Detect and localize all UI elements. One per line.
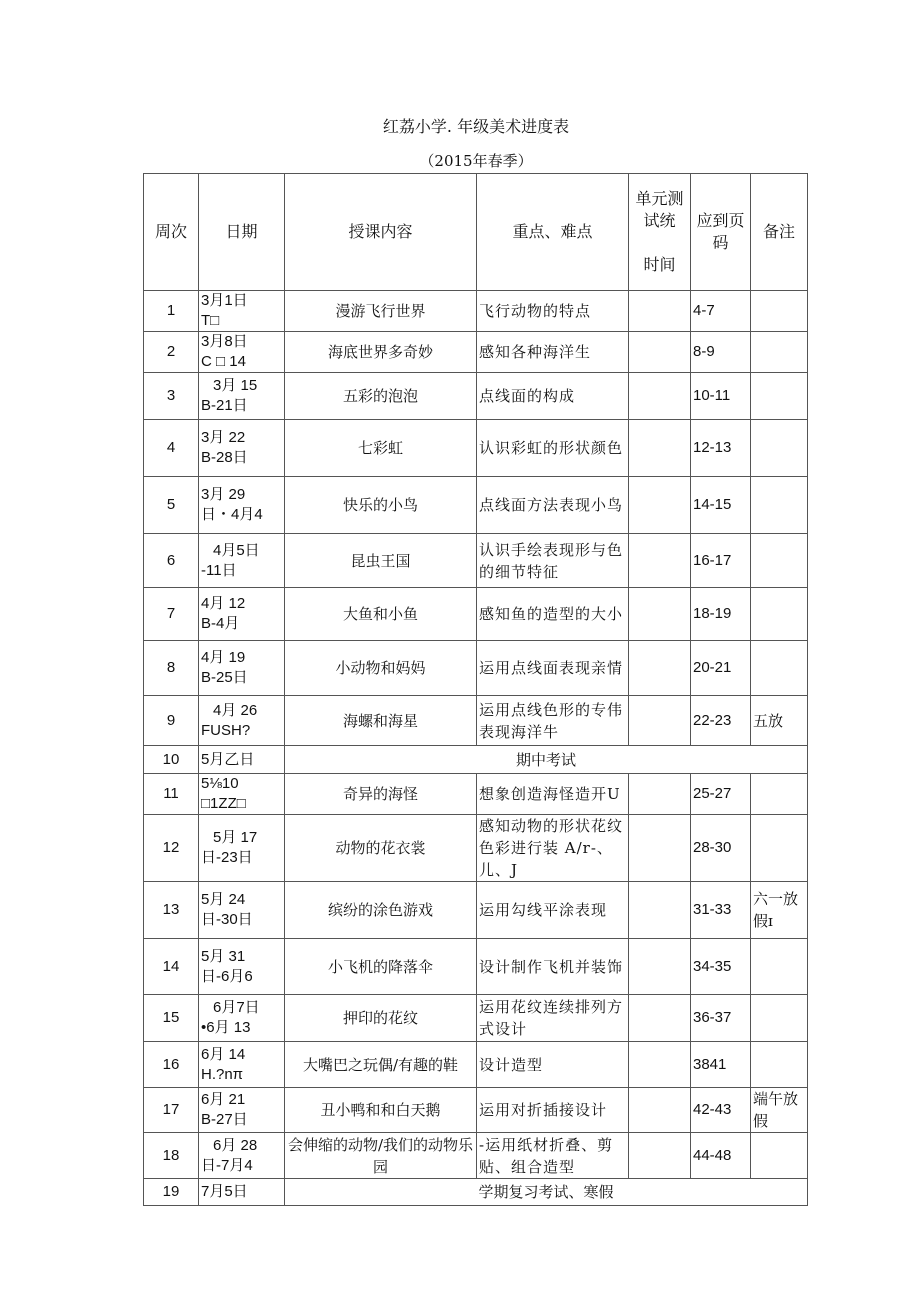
date-start: 4月 12 bbox=[201, 595, 246, 612]
test-cell bbox=[629, 534, 691, 588]
event-cell: 期中考试 bbox=[285, 746, 808, 774]
week-cell: 10 bbox=[144, 746, 199, 774]
key-points-cell: 认识手绘表现形与色的细节特征 bbox=[477, 534, 629, 588]
page-title: 红荔小学. 年级美术进度表 bbox=[382, 117, 570, 136]
week-cell: 3 bbox=[144, 373, 199, 420]
header-content: 授课内容 bbox=[285, 174, 477, 291]
table-row bbox=[144, 534, 808, 588]
week-cell: 12 bbox=[144, 815, 199, 882]
header-row bbox=[144, 174, 808, 291]
test-cell bbox=[629, 373, 691, 420]
table-row bbox=[144, 420, 808, 477]
pages-cell: 22-23 bbox=[691, 696, 751, 746]
note-cell bbox=[751, 332, 808, 373]
key-points-cell: 感知各种海洋生 bbox=[477, 332, 629, 373]
note-cell bbox=[751, 815, 808, 882]
test-cell bbox=[629, 291, 691, 332]
date-start: 3月1日 bbox=[201, 292, 248, 309]
note-cell: 六一放假ɪ bbox=[751, 882, 808, 939]
pages-cell: 20-21 bbox=[691, 641, 751, 696]
table-row bbox=[144, 332, 808, 373]
header-test: 单元测试统 时间 bbox=[629, 174, 691, 291]
date-cell bbox=[199, 291, 285, 332]
note-cell bbox=[751, 995, 808, 1042]
date-end: □1ZZ□ bbox=[201, 795, 246, 812]
date-cell bbox=[199, 815, 285, 882]
header-pages: 应到页码 bbox=[691, 174, 751, 291]
test-cell bbox=[629, 1042, 691, 1088]
note-cell bbox=[751, 1042, 808, 1088]
note-cell bbox=[751, 939, 808, 995]
week-cell: 17 bbox=[144, 1088, 199, 1133]
page-subtitle: （2015年春季） bbox=[419, 152, 533, 170]
date-end: B-4月 bbox=[201, 615, 240, 632]
test-cell bbox=[629, 995, 691, 1042]
date-start: 3月 15 bbox=[213, 377, 258, 394]
date-start: 4月 26 bbox=[213, 701, 258, 719]
content-cell: 小飞机的降落伞 bbox=[285, 939, 477, 995]
pages-cell: 31-33 bbox=[691, 882, 751, 939]
pages-cell: 3841 bbox=[691, 1042, 751, 1088]
key-points-cell: 想象创造海怪造开U bbox=[477, 774, 629, 815]
date-cell bbox=[199, 588, 285, 641]
pages-cell: 36-37 bbox=[691, 995, 751, 1042]
date-start: 3月8日 bbox=[201, 333, 248, 350]
test-cell bbox=[629, 588, 691, 641]
date-start: 4月 19 bbox=[201, 649, 246, 666]
date-end: 日-7月4 bbox=[201, 1156, 253, 1174]
note-cell bbox=[751, 534, 808, 588]
table-row bbox=[144, 588, 808, 641]
week-cell: 19 bbox=[144, 1179, 199, 1206]
week-cell: 7 bbox=[144, 588, 199, 641]
table-row bbox=[144, 291, 808, 332]
header-key: 重点、难点 bbox=[477, 174, 629, 291]
week-cell: 18 bbox=[144, 1133, 199, 1179]
date-cell bbox=[199, 1042, 285, 1088]
content-cell: 快乐的小鸟 bbox=[285, 477, 477, 534]
note-cell: 五放 bbox=[751, 696, 808, 746]
pages-cell: 10-11 bbox=[691, 373, 751, 420]
date-cell bbox=[199, 1133, 285, 1179]
table-row bbox=[144, 995, 808, 1042]
content-cell: 小动物和妈妈 bbox=[285, 641, 477, 696]
note-cell bbox=[751, 291, 808, 332]
test-cell bbox=[629, 774, 691, 815]
pages-cell: 34-35 bbox=[691, 939, 751, 995]
week-cell: 8 bbox=[144, 641, 199, 696]
week-cell: 4 bbox=[144, 420, 199, 477]
date-cell bbox=[199, 534, 285, 588]
date-start: 6月 14 bbox=[201, 1045, 246, 1063]
pages-cell: 28-30 bbox=[691, 815, 751, 882]
week-cell: 2 bbox=[144, 332, 199, 373]
header-week: 周次 bbox=[144, 174, 199, 291]
pages-cell: 14-15 bbox=[691, 477, 751, 534]
key-points-cell: 点线面的构成 bbox=[477, 373, 629, 420]
date-start: 5月 17 bbox=[213, 829, 258, 846]
date-start: 5⅛10 bbox=[201, 775, 239, 792]
content-cell: 动物的花衣裳 bbox=[285, 815, 477, 882]
note-cell: 端午放假 bbox=[751, 1088, 808, 1133]
test-cell bbox=[629, 420, 691, 477]
content-cell: 海底世界多奇妙 bbox=[285, 332, 477, 373]
week-cell: 13 bbox=[144, 882, 199, 939]
pages-cell: 42-43 bbox=[691, 1088, 751, 1133]
key-points-cell: 运用点线色形的专伟表现海洋牛 bbox=[477, 696, 629, 746]
key-points-cell: 运用点线面表现亲情 bbox=[477, 641, 629, 696]
key-points-cell: 运用勾线平涂表现 bbox=[477, 882, 629, 939]
week-cell: 15 bbox=[144, 995, 199, 1042]
week-cell: 5 bbox=[144, 477, 199, 534]
key-points-cell: 运用对折插接设计 bbox=[477, 1088, 629, 1133]
test-cell bbox=[629, 696, 691, 746]
content-cell: 缤纷的涂色游戏 bbox=[285, 882, 477, 939]
date-cell bbox=[199, 373, 285, 420]
week-cell: 6 bbox=[144, 534, 199, 588]
test-cell bbox=[629, 477, 691, 534]
date-end: 日-6月6 bbox=[201, 967, 253, 985]
date-start: 3月 29 bbox=[201, 486, 246, 503]
date-start: 7月5日 bbox=[201, 1183, 248, 1200]
table-row bbox=[144, 373, 808, 420]
table-row bbox=[144, 1088, 808, 1133]
pages-cell: 12-13 bbox=[691, 420, 751, 477]
date-start: 6月 28 bbox=[213, 1136, 258, 1154]
content-cell: 漫游飞行世界 bbox=[285, 291, 477, 332]
date-start: 4月5日 bbox=[213, 541, 260, 559]
table-row bbox=[144, 641, 808, 696]
date-cell bbox=[199, 696, 285, 746]
key-points-cell: 运用花纹连续排列方式设计 bbox=[477, 995, 629, 1042]
date-end: T□ bbox=[201, 312, 220, 329]
date-start: 5月 31 bbox=[201, 947, 246, 965]
date-end: FUSH? bbox=[201, 721, 251, 739]
note-cell bbox=[751, 373, 808, 420]
key-points-cell: -运用纸材折叠、剪贴、组合造型 bbox=[477, 1133, 629, 1179]
date-cell bbox=[199, 420, 285, 477]
pages-cell: 44-48 bbox=[691, 1133, 751, 1179]
content-cell: 大嘴巴之玩偶/有趣的鞋 bbox=[285, 1042, 477, 1088]
table-row bbox=[144, 1042, 808, 1088]
content-cell: 昆虫王国 bbox=[285, 534, 477, 588]
date-end: H.?nπ bbox=[201, 1065, 244, 1083]
key-points-cell: 点线面方法表现小鸟 bbox=[477, 477, 629, 534]
table-row bbox=[144, 882, 808, 939]
table-row bbox=[144, 815, 808, 882]
header-note: 备注 bbox=[751, 174, 808, 291]
table-row bbox=[144, 774, 808, 815]
note-cell bbox=[751, 774, 808, 815]
note-cell bbox=[751, 641, 808, 696]
date-end: 日-30日 bbox=[201, 911, 253, 928]
table-row bbox=[144, 1179, 808, 1206]
pages-cell: 16-17 bbox=[691, 534, 751, 588]
table-row bbox=[144, 696, 808, 746]
content-cell: 七彩虹 bbox=[285, 420, 477, 477]
key-points-cell: 认识彩虹的形状颜色 bbox=[477, 420, 629, 477]
date-cell bbox=[199, 641, 285, 696]
key-points-cell: 飞行动物的特点 bbox=[477, 291, 629, 332]
test-cell bbox=[629, 1133, 691, 1179]
schedule-table bbox=[143, 173, 808, 1206]
date-end: 日-23日 bbox=[201, 849, 253, 866]
note-cell bbox=[751, 477, 808, 534]
note-cell bbox=[751, 588, 808, 641]
date-end: B-27日 bbox=[201, 1111, 248, 1128]
content-cell: 海螺和海星 bbox=[285, 696, 477, 746]
pages-cell: 8-9 bbox=[691, 332, 751, 373]
date-cell bbox=[199, 882, 285, 939]
event-cell: 学期复习考试、寒假 bbox=[285, 1179, 808, 1206]
week-cell: 16 bbox=[144, 1042, 199, 1088]
test-cell bbox=[629, 332, 691, 373]
date-cell bbox=[199, 939, 285, 995]
date-start: 5月 24 bbox=[201, 891, 246, 908]
content-cell: 大鱼和小鱼 bbox=[285, 588, 477, 641]
week-cell: 1 bbox=[144, 291, 199, 332]
content-cell: 会伸缩的动物/我们的动物乐园 bbox=[285, 1133, 477, 1179]
table-row bbox=[144, 939, 808, 995]
content-cell: 五彩的泡泡 bbox=[285, 373, 477, 420]
key-points-cell: 感知鱼的造型的大小 bbox=[477, 588, 629, 641]
test-cell bbox=[629, 1088, 691, 1133]
week-cell: 9 bbox=[144, 696, 199, 746]
table-row bbox=[144, 477, 808, 534]
table-row bbox=[144, 1133, 808, 1179]
pages-cell: 4-7 bbox=[691, 291, 751, 332]
date-start: 3月 22 bbox=[201, 429, 246, 446]
date-cell bbox=[199, 1088, 285, 1133]
date-start: 6月7日 bbox=[213, 999, 260, 1016]
date-end: B-28日 bbox=[201, 449, 248, 466]
content-cell: 丑小鸭和和白天鹅 bbox=[285, 1088, 477, 1133]
date-start: 5月乙日 bbox=[201, 750, 255, 768]
pages-cell: 25-27 bbox=[691, 774, 751, 815]
date-end: •6月 13 bbox=[201, 1019, 251, 1036]
date-cell bbox=[199, 1179, 285, 1206]
date-end: 日・4月4 bbox=[201, 506, 263, 523]
content-cell: 奇异的海怪 bbox=[285, 774, 477, 815]
date-start: 6月 21 bbox=[201, 1091, 246, 1108]
note-cell bbox=[751, 1133, 808, 1179]
date-end: B-25日 bbox=[201, 669, 248, 686]
content-cell: 押印的花纹 bbox=[285, 995, 477, 1042]
date-cell bbox=[199, 332, 285, 373]
test-cell bbox=[629, 815, 691, 882]
key-points-cell: 感知动物的形状花纹色彩进行装 A/r-、儿、J bbox=[477, 815, 629, 882]
date-cell bbox=[199, 746, 285, 774]
week-cell: 11 bbox=[144, 774, 199, 815]
test-cell bbox=[629, 641, 691, 696]
date-cell bbox=[199, 995, 285, 1042]
test-cell bbox=[629, 882, 691, 939]
key-points-cell: 设计造型 bbox=[477, 1042, 629, 1088]
date-cell bbox=[199, 774, 285, 815]
pages-cell: 18-19 bbox=[691, 588, 751, 641]
date-end: B-21日 bbox=[201, 397, 248, 414]
date-end: C □ 14 bbox=[201, 353, 246, 370]
week-cell: 14 bbox=[144, 939, 199, 995]
test-cell bbox=[629, 939, 691, 995]
key-points-cell: 设计制作飞机并装饰 bbox=[477, 939, 629, 995]
date-end: -11日 bbox=[201, 561, 237, 579]
date-cell bbox=[199, 477, 285, 534]
table-row bbox=[144, 746, 808, 774]
note-cell bbox=[751, 420, 808, 477]
header-date: 日期 bbox=[199, 174, 285, 291]
